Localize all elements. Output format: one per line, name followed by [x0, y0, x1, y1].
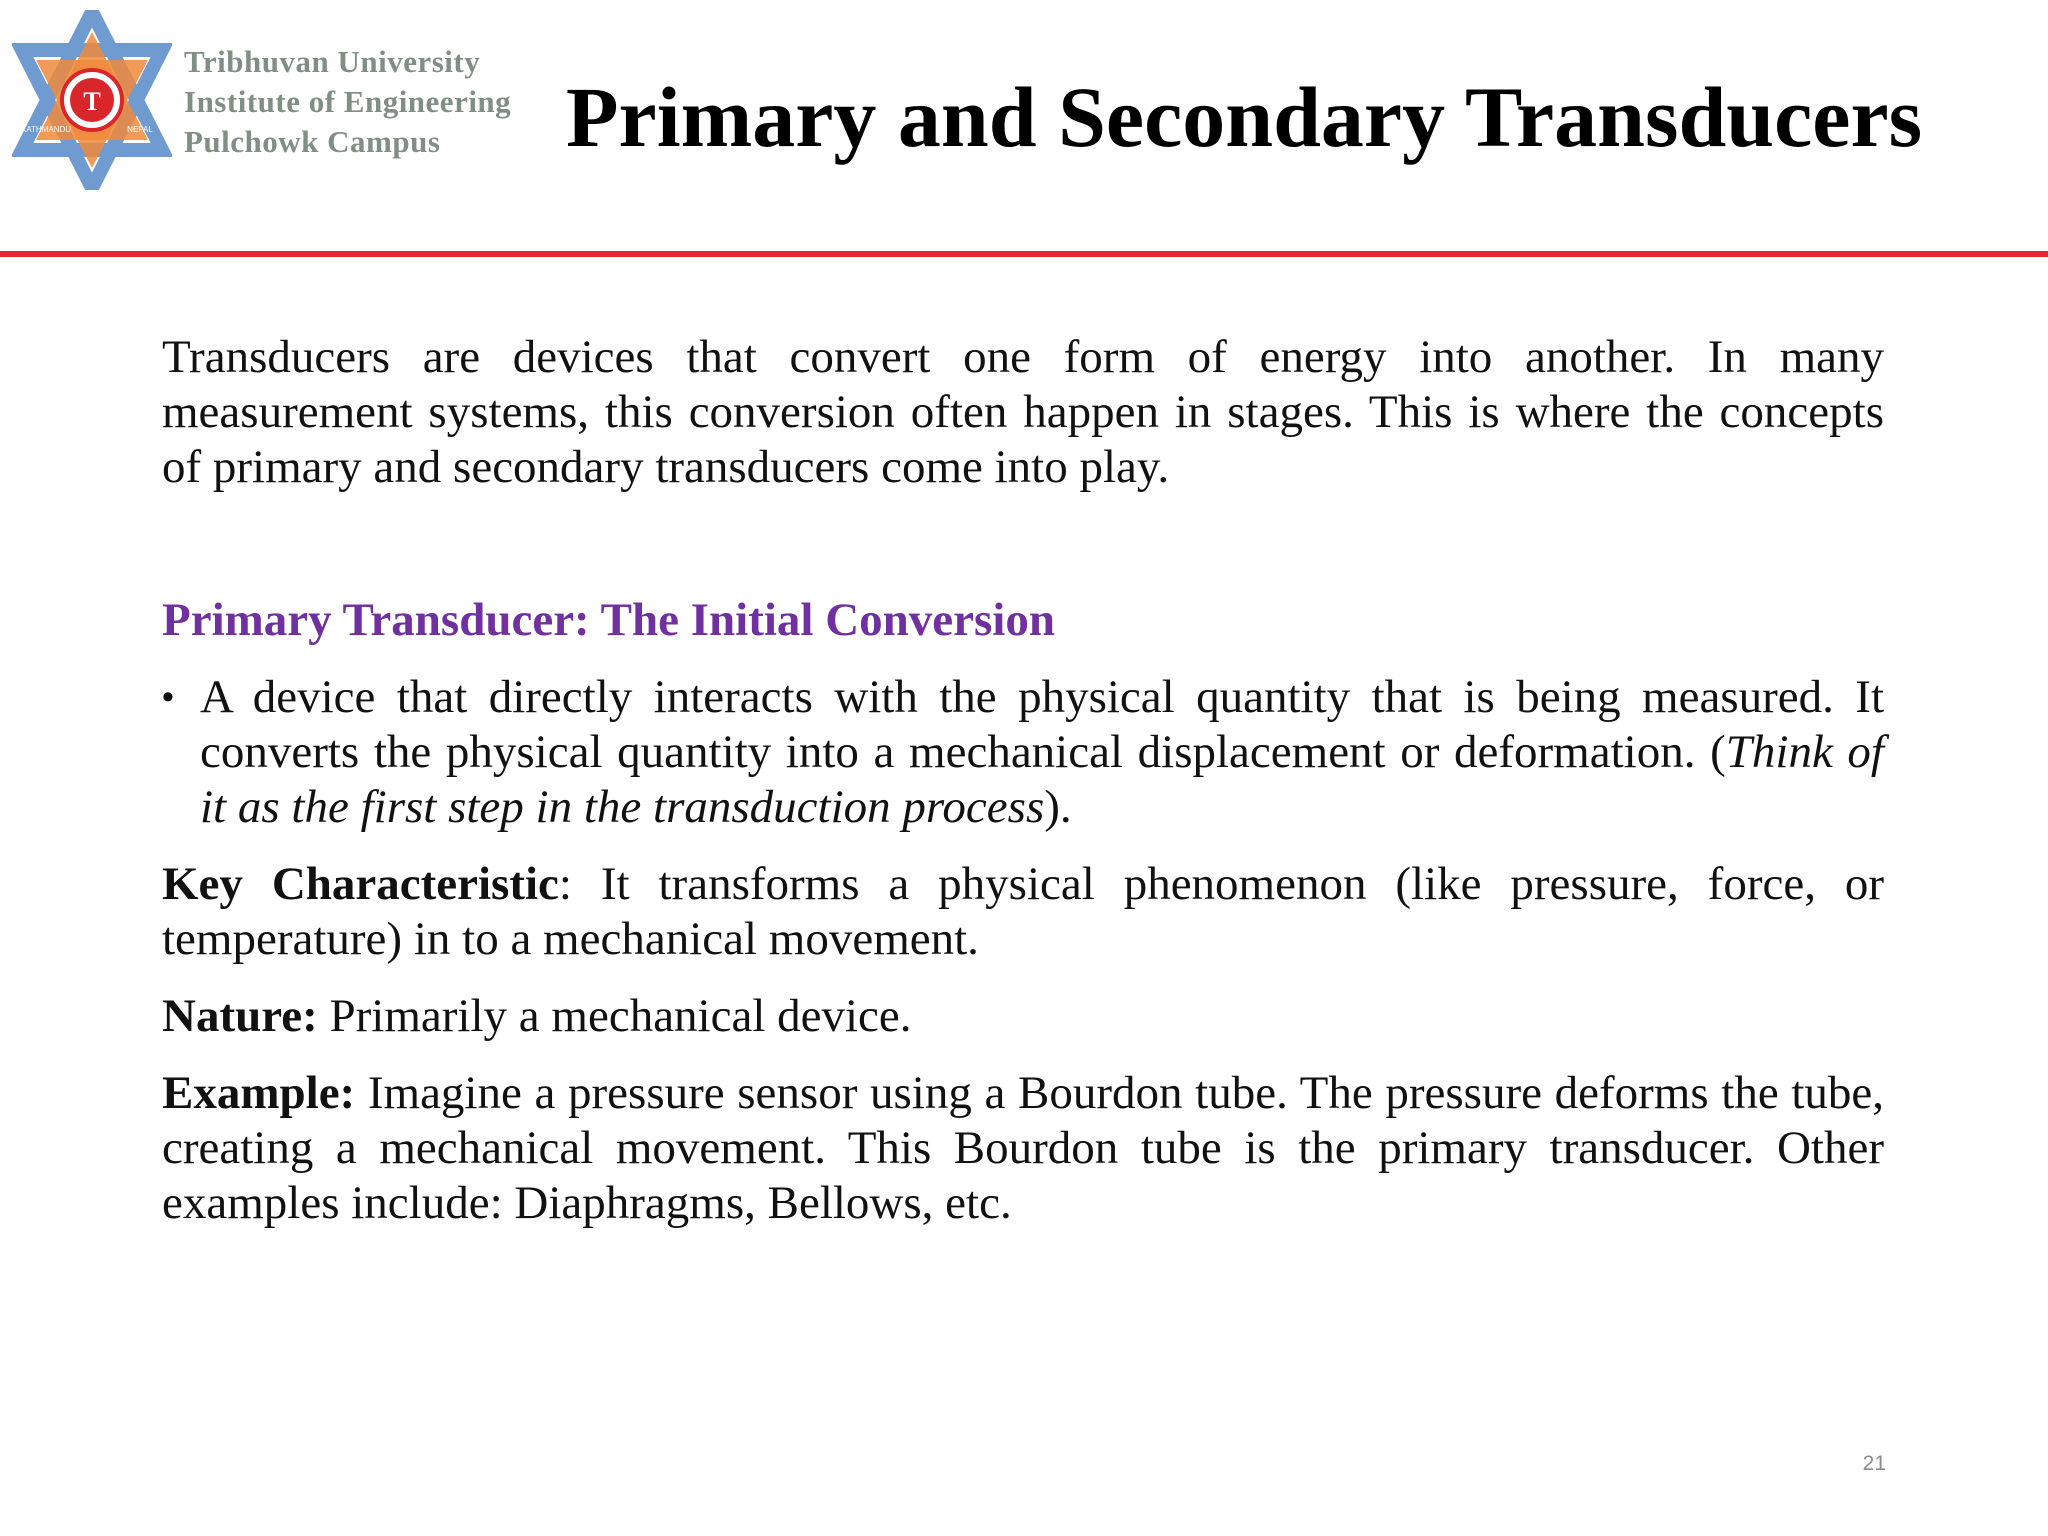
example-paragraph [162, 1066, 1884, 1231]
example-label: Example: [162, 1067, 356, 1119]
example-text: Imagine a pressure sensor using a Bourdon tube. The pressure deforms the tube, creating a mechanical movement. This Bourdon tube is the primary transducer. Other examples include: Diaphragms, Bellows, etc. [162, 1067, 1884, 1229]
svg-text:KATHMANDU: KATHMANDU [20, 125, 72, 134]
institution-name [184, 42, 511, 162]
svg-text:T: T [83, 87, 101, 116]
intro-paragraph: Transducers are devices that convert one form of energy into another. In many measurement systems, this conversion often happen in stages. This is where the concepts of primary and secondary transducers come into play. [162, 331, 1884, 493]
definition-text: A device that directly interacts with the physical quantity that is being measured. It converts the physical quantity into a mechanical displacement or deformation. (Think of it as the first step in the transduction process). [200, 671, 1884, 833]
university-logo [12, 10, 172, 190]
header-divider [0, 251, 2048, 257]
definition-italic-note: Think of it as the first step in the transduction process [200, 726, 1884, 833]
key-characteristic-label: Key Characteristic [162, 858, 559, 910]
svg-text:NEPAL: NEPAL [127, 125, 153, 134]
key-characteristic-text: : It transforms a physical phenomenon (like pressure, force, or temperature) in to a mechanical movement. [162, 858, 1884, 965]
nature-text: Primarily a mechanical device. [317, 990, 912, 1042]
primary-transducer-heading: Primary Transducer: The Initial Conversion [162, 594, 1055, 646]
slide-body [162, 330, 1884, 1253]
bullet-dot-icon: • [162, 678, 174, 716]
key-characteristic-paragraph [162, 857, 1884, 967]
nature-paragraph [162, 989, 1884, 1044]
page-number: 21 [1862, 1452, 1886, 1475]
org-line-university: Tribhuvan University [184, 44, 481, 79]
nature-label: Nature: [162, 990, 318, 1042]
slide-title: Primary and Secondary Transducers [566, 69, 1923, 165]
org-line-institute: Institute of Engineering [184, 84, 512, 119]
org-line-campus: Pulchowk Campus [184, 124, 441, 159]
definition-bullet [162, 670, 1884, 835]
